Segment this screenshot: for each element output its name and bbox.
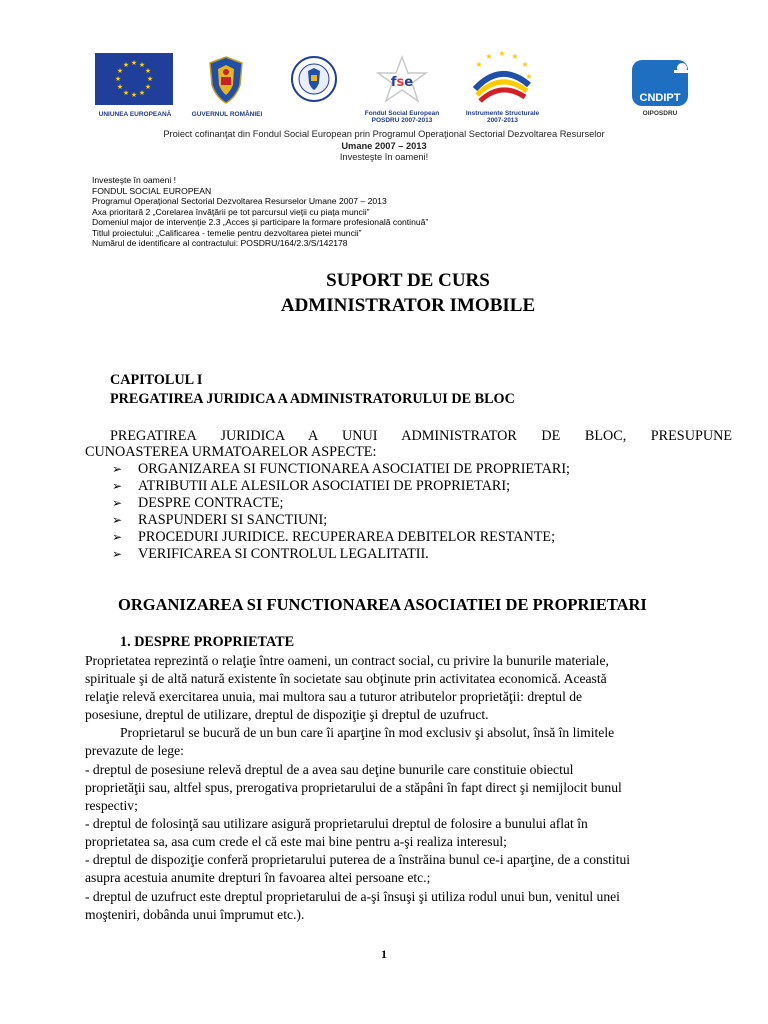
arrow-bullet-icon: ➢ — [112, 479, 123, 493]
info-line: FONDUL SOCIAL EUROPEAN — [92, 185, 212, 196]
info-line: Axa prioritară 2 „Corelarea învăţării pe tot parcursul vieţii cu piaţa muncii” — [92, 206, 370, 217]
body-line: posesiune, dreptul de utilizare, dreptul de dispoziţie şi dreptul de uzufruct. — [85, 707, 489, 722]
body-line: Proprietarul se bucură de un bun care îi aparţine în mod exclusiv şi absolut, însă în limitele — [120, 725, 615, 740]
logo-row — [0, 0, 768, 125]
svg-text:★: ★ — [122, 89, 130, 97]
romania-coat-of-arms-logo — [206, 55, 246, 105]
cndipt-label: CNDIPT — [639, 92, 681, 104]
svg-text:★: ★ — [146, 75, 154, 83]
svg-text:★: ★ — [521, 60, 529, 69]
info-line: Titlul proiectului: „Calificarea - temelie pentru dezvoltarea pietei muncii” — [92, 227, 362, 238]
gov-caption: GUVERNUL ROMÂNIEI — [191, 111, 263, 118]
body-line: - dreptul de dispoziţie conferă proprietarului puterea de a înstrăina bunul ce-i aparţine, de a constitui — [85, 852, 631, 867]
body-line: asupra acestuia anumite drepturi în favoarea altei persoane etc.; — [85, 870, 431, 885]
body-line: - dreptul de uzufruct este dreptul proprietarului de a-şi însuşi şi utiliza rodul unui bun, venitul unei — [85, 889, 620, 904]
is-caption-1: Instrumente Structurale — [465, 110, 540, 117]
svg-text:★: ★ — [144, 83, 152, 91]
svg-text:★: ★ — [130, 91, 138, 99]
svg-text:★: ★ — [498, 49, 506, 58]
document-title-line-2: ADMINISTRATOR IMOBILE — [280, 295, 536, 316]
instrumente-structurale-logo — [467, 47, 537, 105]
svg-text:★: ★ — [525, 72, 533, 81]
arrow-bullet-icon: ➢ — [112, 513, 123, 527]
eu-caption: UNIUNEA EUROPEANĂ — [98, 111, 172, 118]
arrow-bullet-icon: ➢ — [112, 496, 123, 510]
arrow-bullet-icon: ➢ — [112, 530, 123, 544]
list-item: ➢ ATRIBUTII ALE ALESILOR ASOCIATIEI DE PROPRIETARI; — [112, 478, 511, 494]
svg-text:★: ★ — [130, 59, 138, 67]
body-line: proprietatea sa, asa cum crede el că este mai bine pentru a-şi realiza interesul; — [85, 834, 507, 849]
chapter-label: CAPITOLUL I — [110, 372, 203, 388]
body-line: spirituale şi de altă natură existente în societate sau obţinute prin activitatea economică. Această — [85, 671, 607, 686]
body-line: prevazute de lege: — [85, 743, 184, 758]
body-line: moşteniri, dobânda unui împrumut etc.). — [85, 907, 305, 922]
cndipt-caption: OIPOSDRU — [642, 110, 678, 117]
project-line-3: Investeşte în oameni! — [339, 152, 429, 162]
svg-text:★: ★ — [144, 67, 152, 75]
svg-text:★: ★ — [475, 60, 483, 69]
svg-text:★: ★ — [511, 52, 519, 61]
list-item: ➢ ORGANIZAREA SI FUNCTIONAREA ASOCIATIEI DE PROPRIETARI; — [112, 461, 570, 477]
body-line: proprietăţii sau, altfel spus, prerogativa proprietarului de a stăpâni în fapt direct şi nemijlocit bunul — [85, 780, 622, 795]
eu-flag-logo — [95, 53, 173, 105]
project-line-1: Proiect cofinanţat din Fondul Social European prin Programul Operaţional Sectorial Dezvoltarea Resurselor — [163, 129, 605, 139]
svg-text:★: ★ — [138, 89, 146, 97]
section-heading: ORGANIZAREA SI FUNCTIONAREA ASOCIATIEI DE PROPRIETARI — [118, 595, 647, 614]
intro-line-2: CUNOASTEREA URMATOARELOR ASPECTE: — [85, 444, 377, 460]
body-line: - dreptul de folosinţă sau utilizare asigură proprietarului dreptul de folosire a bunului aflat în — [85, 816, 588, 831]
chapter-heading: PREGATIREA JURIDICA A ADMINISTRATORULUI DE BLOC — [110, 391, 515, 407]
document-title-line-1: SUPORT DE CURS — [326, 270, 490, 291]
ministry-seal-logo — [290, 55, 338, 103]
fse-caption-1: Fondul Social European — [364, 110, 440, 117]
project-info-block — [92, 175, 692, 249]
intro-line-1: PREGATIREA JURIDICA A UNUI ADMINISTRATOR DE BLOC, PRESUPUNE — [110, 428, 732, 444]
is-caption-2: 2007-2013 — [486, 117, 519, 124]
info-line: Domeniul major de intervenţie 2.3 „Acces şi participare la formare profesională continuă” — [92, 217, 429, 227]
list-item: ➢ VERIFICAREA SI CONTROLUL LEGALITATII. — [112, 546, 429, 562]
svg-text:★: ★ — [122, 61, 130, 69]
fse-logo — [372, 55, 432, 105]
body-line: Proprietatea reprezintă o relaţie între oameni, un contract social, cu privire la bunurile materiale, — [85, 653, 609, 668]
arrow-bullet-icon: ➢ — [112, 462, 123, 476]
list-item: ➢ PROCEDURI JURIDICE. RECUPERAREA DEBITELOR RESTANTE; — [112, 529, 556, 545]
svg-text:fse: fse — [390, 75, 414, 90]
svg-text:★: ★ — [116, 83, 124, 91]
list-item: ➢ DESPRE CONTRACTE; — [112, 495, 284, 511]
svg-text:★: ★ — [485, 52, 493, 61]
info-line: Investeşte în oameni ! — [92, 175, 177, 185]
project-line-2: Umane 2007 – 2013 — [341, 141, 427, 151]
arrow-bullet-icon: ➢ — [112, 547, 123, 561]
body-line: - dreptul de posesiune relevă dreptul de a avea sau deţine bunurile care constituie obiectul — [85, 762, 574, 777]
list-item: ➢ RASPUNDERI SI SANCTIUNI; — [112, 512, 328, 528]
body-line: relaţie relevă exercitarea unuia, mai multora sau a tuturor atributelor proprietăţii: dreptul de — [85, 689, 583, 704]
page-number: 1 — [381, 947, 387, 961]
info-line: Numărul de identificare al contractului: POSDRU/164/2.3/S/142178 — [92, 238, 348, 248]
svg-text:★: ★ — [116, 67, 124, 75]
info-line: Programul Operaţional Sectorial Dezvoltarea Resurselor Umane 2007 – 2013 — [92, 196, 387, 206]
fse-caption-2: POSDRU 2007-2013 — [371, 117, 433, 124]
svg-text:★: ★ — [114, 75, 122, 83]
body-line: respectiv; — [85, 798, 138, 813]
subsection-heading: 1. DESPRE PROPRIETATE — [120, 634, 295, 650]
svg-text:★: ★ — [138, 61, 146, 69]
